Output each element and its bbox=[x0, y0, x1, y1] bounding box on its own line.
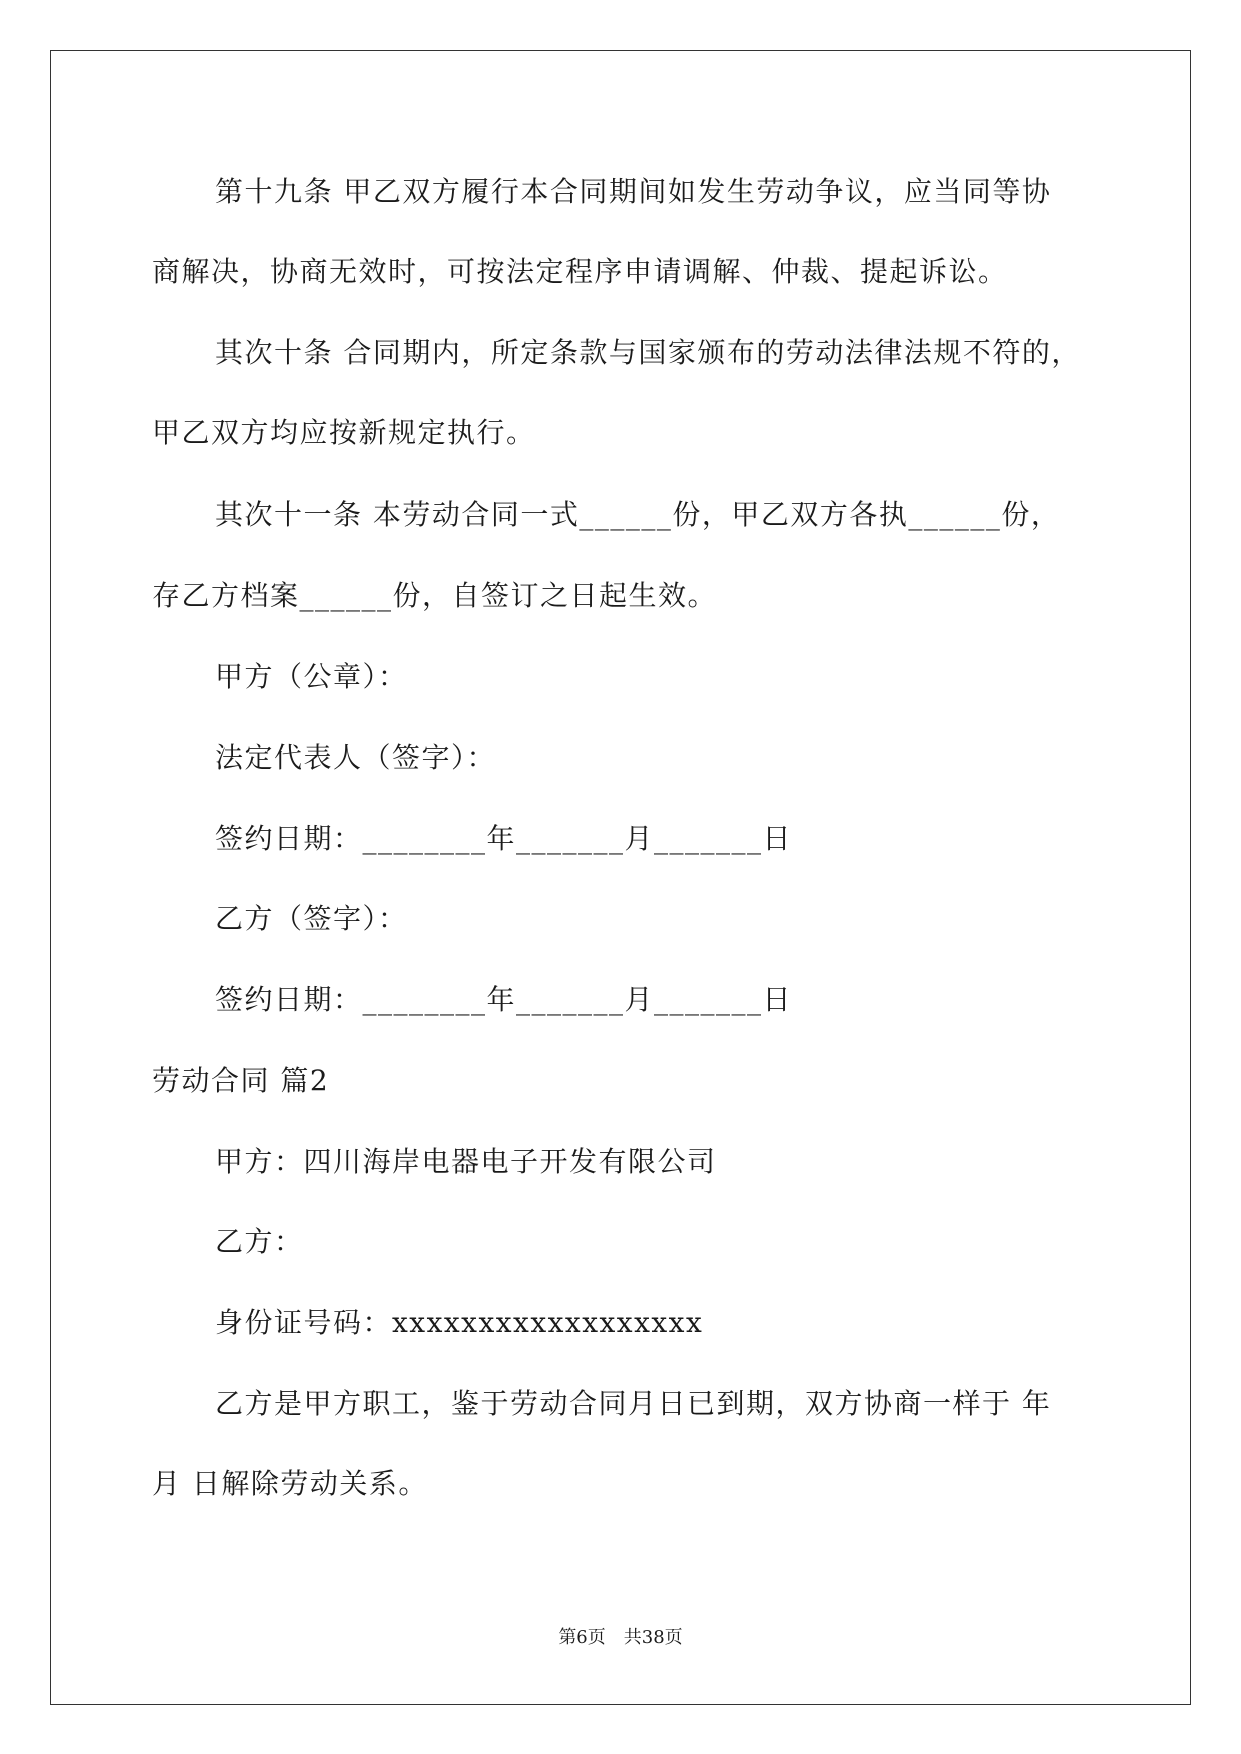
article-19-line-1: 第十九条 甲乙双方履行本合同期间如发生劳动争议，应当同等协 bbox=[215, 175, 1052, 208]
signing-date-party-a: 签约日期：________年_______月_______日 bbox=[215, 822, 793, 855]
party-b-name: 乙方： bbox=[215, 1225, 304, 1258]
termination-line-1: 乙方是甲方职工，鉴于劳动合同月日已到期，双方协商一样于 年 bbox=[215, 1387, 1052, 1420]
section-heading: 劳动合同 篇2 bbox=[152, 1064, 330, 1097]
article-21-line-1: 其次十一条 本劳动合同一式______份，甲乙双方各执______份， bbox=[215, 498, 1061, 531]
party-a-name: 甲方：四川海岸电器电子开发有限公司 bbox=[215, 1145, 717, 1178]
article-19-line-2: 商解决，协商无效时，可按法定程序申请调解、仲裁、提起诉讼。 bbox=[152, 255, 1008, 288]
article-21-line-2: 存乙方档案______份，自签订之日起生效。 bbox=[152, 579, 718, 612]
article-20-line-2: 甲乙双方均应按新规定执行。 bbox=[152, 416, 536, 449]
page-border bbox=[50, 50, 1191, 1705]
page-number-footer: 第6页 共38页 bbox=[558, 1627, 683, 1648]
legal-representative-signature: 法定代表人（签字）： bbox=[215, 741, 497, 774]
article-20-line-1: 其次十条 合同期内，所定条款与国家颁布的劳动法律法规不符的， bbox=[215, 336, 1081, 369]
termination-line-2: 月 日解除劳动关系。 bbox=[152, 1467, 428, 1500]
party-b-signature: 乙方（签字）： bbox=[215, 902, 408, 935]
id-number: 身份证号码：xxxxxxxxxxxxxxxxxx bbox=[215, 1306, 704, 1339]
party-a-seal: 甲方（公章）： bbox=[215, 660, 408, 693]
signing-date-party-b: 签约日期：________年_______月_______日 bbox=[215, 983, 793, 1016]
